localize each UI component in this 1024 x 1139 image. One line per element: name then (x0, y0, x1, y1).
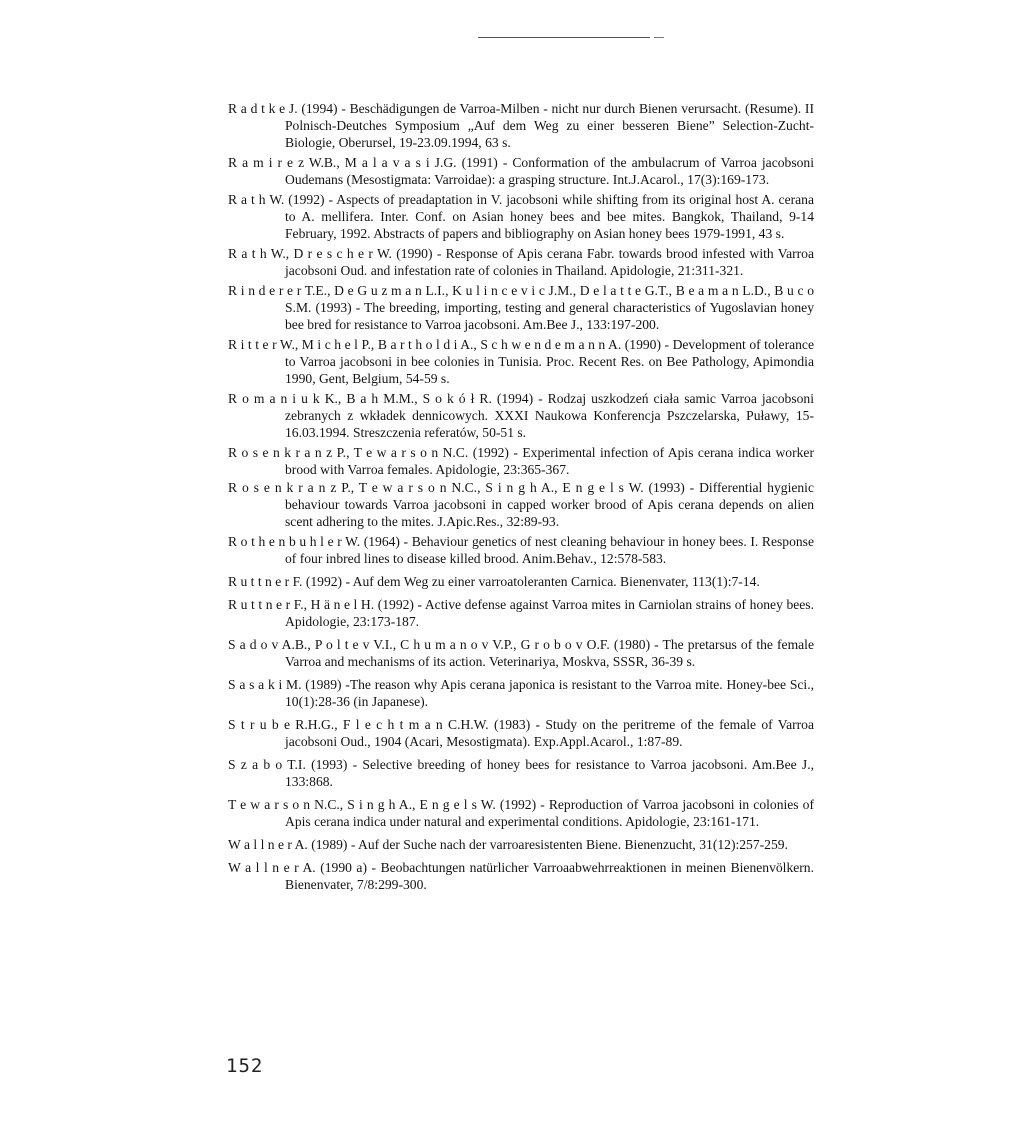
reference-text: (1990) - Response of Apis cerana Fabr. towards brood infested with Varroa jacobsoni Oud. and infestation rate of colonies in Thailand. Apidologie, 21:311-321. (285, 246, 814, 278)
reference-text: (1992) - Reproduction of Varroa jacobsoni in colonies of Apis cerana indica under natural and experimental conditions. Apidologie, 23:161-171. (285, 797, 815, 829)
reference-text: (1964) - Behaviour genetics of nest cleaning behaviour in honey bees. I. Response of four inbred lines to disease killed brood. Anim.Behav., 12:578-583. (285, 534, 814, 566)
reference-authors: R a t h W., D r e s c h e r W. (228, 246, 392, 261)
reference-authors: S a d o v A.B., P o l t e v V.I., C h u m a n o v V.P., G r o b o v O.F. (228, 637, 610, 652)
reference-entry (228, 100, 814, 151)
reference-authors: S t r u b e R.H.G., F l e c h t m a n C.H.W. (228, 717, 489, 732)
reference-text: (1992) - Aspects of preadaptation in V. jacobsoni while shifting from its original host A. cerana to A. mellifera. Inter. Conf. on Asian honey bees and bee mites. Bangkok, Thailand, 9-14 February, 1992. Abstracts of papers and bibliography on Asian honey bees 1979-1991, 43 s. (284, 192, 814, 241)
reference-authors: W a l l n e r A. (228, 860, 316, 875)
reference-entry (228, 336, 814, 387)
reference-authors: R u t t n e r F., H ä n e l H. (228, 597, 375, 612)
reference-text: (1994) - Beschädigungen de Varroa-Milben - nicht nur durch Bienen verursacht. (Resume). II Polnisch-Deutches Symposium „Auf dem Weg zu einer besseren Biene” Selection-Zucht-Biologie, Oberursel, 19-23.09.1994, 63 s. (285, 101, 814, 150)
reference-entry (228, 245, 814, 279)
reference-authors: R i n d e r e r T.E., D e G u z m a n L.I., K u l i n c e v i c J.M., D e l a t t e G.T., B e a m a n L.D., B u c o S.M. (228, 283, 814, 315)
page-number: 152 (226, 1055, 264, 1077)
reference-entry (228, 716, 814, 750)
reference-text: (1991) - Conformation of the ambulacrum of Varroa jacobsoni Oudemans (Mesostigmata: Varroidae): a grasping structure. Int.J.Acarol., 17(3):169-173. (285, 155, 814, 187)
reference-authors: T e w a r s o n N.C., S i n g h A., E n g e l s W. (228, 797, 496, 812)
reference-entry (228, 859, 814, 893)
reference-entry (228, 154, 814, 188)
reference-authors: S z a b o T.I. (228, 757, 306, 772)
reference-entry (228, 191, 814, 242)
reference-authors: R i t t e r W., M i c h e l P., B a r t h o l d i A., S c h w e n d e m a n n A. (228, 337, 622, 352)
top-rule (478, 37, 650, 38)
reference-text: (1989) - Auf der Suche nach der varroaresistenten Biene. Bienenzucht, 31(12):257-259. (307, 837, 788, 852)
reference-list (228, 100, 814, 896)
reference-authors: R a d t k e J. (228, 101, 298, 116)
reference-text: (1983) - Study on the peritreme of the female of Varroa jacobsoni Oud., 1904 (Acari, Mesostigmata). Exp.Appl.Acarol., 1:87-89. (285, 717, 814, 749)
reference-authors: R a t h W. (228, 192, 285, 207)
reference-text: (1989) -The reason why Apis cerana japonica is resistant to the Varroa mite. Honey-bee Sci., 10(1):28-36 (in Japanese). (285, 677, 815, 709)
reference-entry (228, 596, 814, 630)
reference-entry (228, 390, 814, 441)
reference-entry (228, 756, 814, 790)
reference-authors: R o t h e n b u h l e r W. (228, 534, 361, 549)
reference-authors: R a m i r e z W.B., M a l a v a s i J.G. (228, 155, 457, 170)
reference-text: (1993) - The breeding, importing, testing and general characteristics of Yugoslavian honey bee bred for resistance to Varroa jacobsoni. Am.Bee J., 133:197-200. (285, 300, 814, 332)
reference-authors: R o m a n i u k K., B a h M.M., S o k ó ł R. (228, 391, 492, 406)
reference-entry (228, 836, 814, 853)
top-rule-fragment (654, 37, 664, 38)
reference-authors: W a l l n e r A. (228, 837, 308, 852)
reference-text: (1992) - Active defense against Varroa mites in Carniolan strains of honey bees. Apidologie, 23:173-187. (285, 597, 814, 629)
reference-authors: R o s e n k r a n z P., T e w a r s o n N.C., S i n g h A., E n g e l s W. (228, 480, 644, 495)
reference-entry (228, 444, 814, 478)
reference-text: (1990) - Development of tolerance to Varroa jacobsoni in bee colonies in Tunisia. Proc. Recent Res. on Bee Pathology, Apimondia 1990, Gent, Belgium, 54-59 s. (285, 337, 814, 386)
reference-entry (228, 573, 814, 590)
reference-text: (1993) - Differential hygienic behaviour towards Varroa jacobsoni in capped worker brood of Apis cerana depends on alien scent adhering to the mites. J.Apic.Res., 32:89-93. (285, 480, 814, 529)
reference-text: (1992) - Experimental infection of Apis cerana indica worker brood with Varroa females. Apidologie, 23:365-367. (285, 445, 814, 477)
reference-authors: R o s e n k r a n z P., T e w a r s o n N.C. (228, 445, 469, 460)
reference-entry (228, 636, 814, 670)
reference-entry (228, 676, 814, 710)
reference-entry (228, 479, 814, 530)
reference-text: (1994) - Rodzaj uszkodzeń ciała samic Varroa jacobsoni zebranych z wkładek dennicowych. XXXI Naukowa Konferencja Pszczelarska, Puławy, 15-16.03.1994. Streszczenia referatów, 50-51 s. (285, 391, 814, 440)
reference-text: (1993) - Selective breeding of honey bees for resistance to Varroa jacobsoni. Am.Bee J., 133:868. (285, 757, 814, 789)
reference-entry (228, 533, 814, 567)
reference-text: (1992) - Auf dem Weg zu einer varroatoleranten Carnica. Bienenvater, 113(1):7-14. (302, 574, 760, 589)
reference-entry (228, 796, 814, 830)
reference-text: (1990 a) - Beobachtungen natürlicher Varroaabwehrreaktionen in meinen Bienenvölkern. Bienenvater, 7/8:299-300. (285, 860, 814, 892)
reference-text: (1980) - The pretarsus of the female Varroa and mechanisms of its action. Veterinariya, Moskva, SSSR, 36-39 s. (285, 637, 814, 669)
reference-entry (228, 282, 814, 333)
reference-authors: R u t t n e r F. (228, 574, 303, 589)
reference-authors: S a s a k i M. (228, 677, 302, 692)
